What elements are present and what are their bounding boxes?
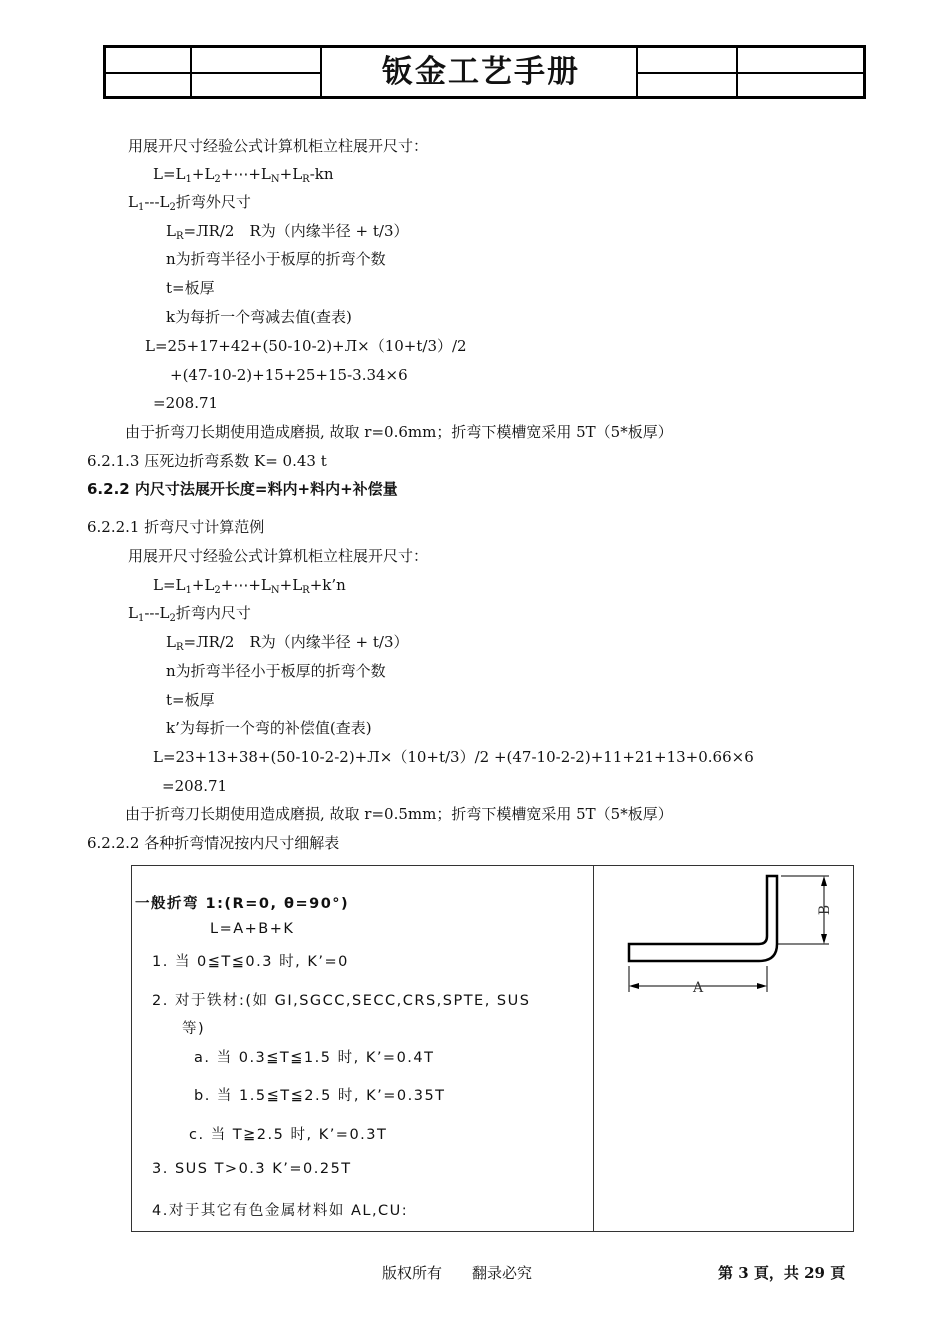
formula-line: $L=L_1+L_2+\cdots+L_N+L_R-kn$	[153, 165, 334, 185]
text-line: 6.2.1.3 压死边折弯系数 K= 0.43 t	[87, 452, 327, 470]
footer-page-number: 第 3 頁，共 29 頁	[718, 1264, 846, 1282]
header-divider	[636, 72, 863, 74]
formula-line: L=23+13+38+(50-10-2-2)+Л×（10+t/3）/2 +(47-10-2-2)+11+21+13+0.66×6	[153, 748, 754, 766]
text-line: 6.2.2.1 折弯尺寸计算范例	[87, 518, 265, 536]
text-line: t=板厚	[166, 279, 215, 297]
table-subitem: c. 当 T≧2.5 时, K’=0.3T	[189, 1127, 388, 1143]
dimension-label-a: A	[692, 980, 704, 996]
text-line: 6.2.2.2 各种折弯情况按内尺寸细解表	[87, 834, 340, 852]
text-line: 由于折弯刀长期使用造成磨损, 故取 r=0.5mm；折弯下模槽宽采用 5T（5*板厚）	[125, 805, 673, 823]
header-divider	[106, 72, 320, 74]
formula-line: $L=L_1+L_2+\cdots+L_N+L_R+k’n$	[153, 576, 346, 596]
header-table	[103, 45, 866, 99]
bend-diagram	[595, 866, 851, 1006]
text-line: $L_1---L_2$折弯外尺寸	[128, 193, 251, 213]
formula-line: =208.71	[162, 777, 228, 795]
text-line: t=板厚	[166, 691, 215, 709]
text-line: $L_R=ЛR/2$ R为（内缘半径 + t/3）	[166, 633, 409, 653]
table-item: 1. 当 0≦T≦0.3 时, K’=0	[152, 954, 349, 970]
table-subitem: a. 当 0.3≦T≦1.5 时, K’=0.4T	[194, 1050, 435, 1066]
table-item: 2. 对于铁材:(如 GI,SGCC,SECC,CRS,SPTE, SUS	[152, 993, 531, 1009]
text-line: k’为每折一个弯的补偿值(查表)	[166, 719, 372, 737]
table-divider	[593, 866, 594, 1231]
table-item: 4.对于其它有色金属材料如 AL,CU:	[152, 1203, 409, 1219]
table-formula: L=A+B+K	[210, 921, 295, 937]
header-divider	[320, 48, 322, 96]
sheet-profile	[629, 876, 777, 961]
formula-line: L=25+17+42+(50-10-2)+Л×（10+t/3）/2	[145, 337, 467, 355]
text-line: n为折弯半径小于板厚的折弯个数	[166, 662, 386, 680]
bend-table	[131, 865, 854, 1232]
text-line: 用展开尺寸经验公式计算机柜立柱展开尺寸：	[128, 547, 429, 565]
text-line: n为折弯半径小于板厚的折弯个数	[166, 250, 386, 268]
dimension-label-b: B	[817, 904, 833, 916]
text-line: $L_1---L_2$折弯内尺寸	[128, 604, 251, 624]
document-title: 钣金工艺手册	[382, 54, 580, 90]
text-line: k为每折一个弯减去值(查表)	[166, 308, 352, 326]
footer-copyright: 版权所有 翻录必究	[382, 1264, 533, 1282]
table-item: 等)	[182, 1021, 206, 1037]
section-heading: 6.2.2 内尺寸法展开长度=料内+料内+补偿量	[87, 480, 398, 498]
text-line: 由于折弯刀长期使用造成磨损, 故取 r=0.6mm；折弯下模槽宽采用 5T（5*板厚）	[125, 423, 673, 441]
formula-line: =208.71	[153, 394, 219, 412]
table-heading: 一般折弯 1:(R=0, θ=90°)	[135, 896, 350, 912]
text-line: $L_R=ЛR/2$ R为（内缘半径 + t/3）	[166, 222, 409, 242]
text-line: 用展开尺寸经验公式计算机柜立柱展开尺寸：	[128, 137, 429, 155]
table-subitem: b. 当 1.5≦T≦2.5 时, K’=0.35T	[194, 1088, 446, 1104]
table-item: 3. SUS T>0.3 K’=0.25T	[152, 1161, 352, 1177]
formula-line: +(47-10-2)+15+25+15-3.34×6	[170, 366, 408, 384]
